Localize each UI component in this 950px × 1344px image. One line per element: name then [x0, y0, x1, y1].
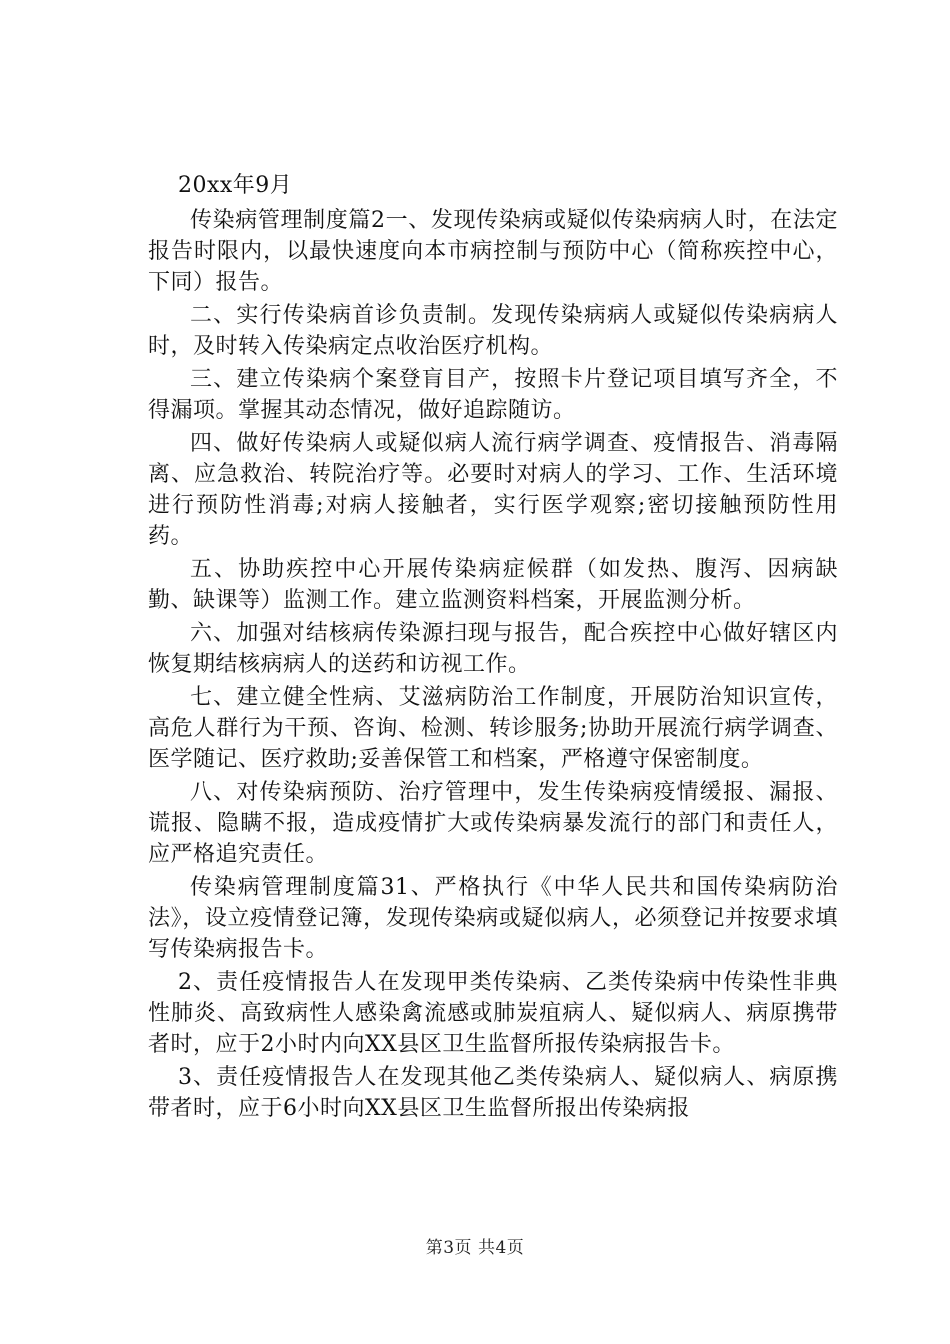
paragraph-section-3-item-1: 传染病管理制度篇31、严格执行《中华人民共和国传染病防治法》，设立疫情登记簿，发现传染病或疑似病人，必须登记并按要求填写传染病报告卡。 [148, 875, 838, 962]
paragraph-item-2: 二、实行传染病首诊负责制。发现传染病病人或疑似传染病病人时，及时转入传染病定点收治医疗机构。 [148, 303, 838, 359]
paragraph-item-6: 六、加强对结核病传染源扫现与报告，配合疾控中心做好辖区内恢复期结核病病人的送药和访视工作。 [148, 621, 838, 677]
paragraph-item-7: 七、建立健全性病、艾滋病防治工作制度，开展防治知识宣传，高危人群行为干预、咨询、检测、转诊服务;协助开展流行病学调查、医学随记、医疗救助;妥善保管工和档案，严格遵守保密制度。 [148, 685, 838, 772]
document-body [148, 170, 838, 1126]
paragraph-section-3-item-2: 2、责任疫情报告人在发现甲类传染病、乙类传染病中传染性非典性肺炎、高致病性人感染禽流感或肺炭疽病人、疑似病人、病原携带者时，应于2小时内向XX县区卫生监督所报传染病报告卡。 [148, 970, 838, 1057]
paragraph-section-2-item-1: 传染病管理制度篇2一、发现传染病或疑似传染病病人时，在法定报告时限内，以最快速度向本市病控制与预防中心（简称疾控中心，下同）报告。 [148, 208, 838, 295]
paragraph-item-3: 三、建立传染病个案登肓目产，按照卡片登记项目填写齐全，不得漏项。掌握其动态情况，做好追踪随访。 [148, 367, 838, 423]
paragraph-section-3-item-3: 3、责任疫情报告人在发现其他乙类传染病人、疑似病人、病原携带者时，应于6小时向XX县区卫生监督所报出传染病报 [148, 1065, 838, 1121]
paragraph-item-5: 五、协助疾控中心开展传染病症候群（如发热、腹泻、因病缺勤、缺课等）监测工作。建立监测资料档案，开展监测分析。 [148, 557, 838, 613]
page-number-footer: 第3页 共4页 [425, 1238, 525, 1258]
date-line: 20xx年9月 [178, 173, 293, 198]
paragraph-item-4: 四、做好传染病人或疑似病人流行病学调查、疫情报告、消毒隔离、应急救治、转院治疗等。必要时对病人的学习、工作、生活环境进行预防性消毒;对病人接触者，实行医学观察;密切接触预防性用药。 [148, 431, 838, 549]
paragraph-item-8: 八、对传染病预防、治疗管理中，发生传染病疫情缓报、漏报、谎报、隐瞒不报，造成疫情扩大或传染病暴发流行的部门和责任人，应严格追究责任。 [148, 780, 838, 867]
